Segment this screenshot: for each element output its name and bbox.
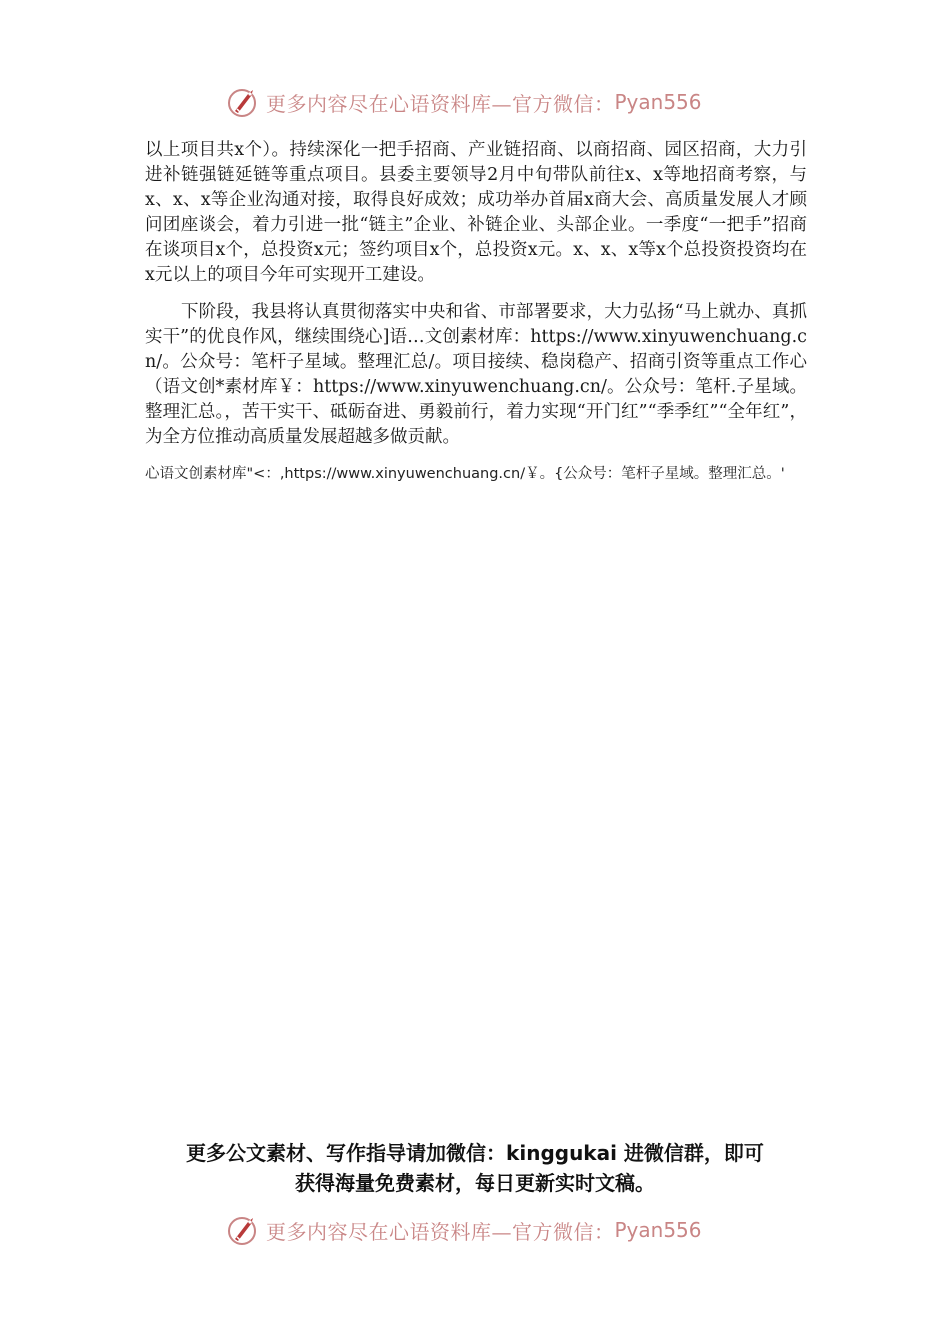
- source-note: 心语文创素材库"<：,https://www.xinyuwenchuang.cn/￥。{公众号：笔杆子星域。整理汇总。': [145, 466, 785, 482]
- header-banner-handle: Pyan556: [614, 90, 702, 114]
- pen-nib-logo-icon: [226, 1212, 262, 1248]
- header-banner: [226, 82, 746, 122]
- footer-cta-line-2: 获得海量免费素材，每日更新实时文稿。: [295, 1171, 655, 1195]
- document-body: [145, 138, 807, 486]
- pen-nib-logo-icon: [226, 84, 262, 120]
- header-banner-text: 更多内容尽在心语资料库—官方微信：: [266, 91, 615, 116]
- footer-banner-text: 更多内容尽在心语资料库—官方微信：: [266, 1219, 615, 1244]
- paragraph-1: 以上项目共x个）。持续深化一把手招商、产业链招商、以商招商、园区招商，大力引进补链强链延链等重点项目。县委主要领导2月中旬带队前往x、x等地招商考察，与x、x、x等企业沟通对接，取得良好成效；成功举办首届x商大会、高质量发展人才顾问团座谈会，着力引进一批“链主”企业、补链企业、头部企业。一季度“一把手”招商在谈项目x个，总投资x元；签约项目x个，总投资x元。x、x、x等x个总投资投资均在x元以上的项目今年可实现开工建设。: [145, 140, 807, 285]
- footer-banner: [226, 1210, 746, 1250]
- footer-cta-line-1: 更多公文素材、写作指导请加微信：kinggukai 进微信群，即可: [186, 1141, 764, 1165]
- paragraph-2: 下阶段，我县将认真贯彻落实中央和省、市部署要求，大力弘扬“马上就办、真抓实干”的优良作风，继续围绕心]语…文创素材库：https://www.xinyuwenchuang.cn/。公众号：笔杆子星域。整理汇总/。项目接续、稳岗稳产、招商引资等重点工作心（语文创*素材库￥：https://www.xinyuwenchuang.cn/。公众号：笔杆.子星域。整理汇总。，苦干实干、砥砺奋进、勇毅前行，着力实现“开门红”“季季红”“全年红”，为全方位推动高质量发展超越多做贡献。: [145, 302, 807, 447]
- footer-banner-handle: Pyan556: [614, 1218, 702, 1242]
- footer-call-to-action: [120, 1138, 830, 1198]
